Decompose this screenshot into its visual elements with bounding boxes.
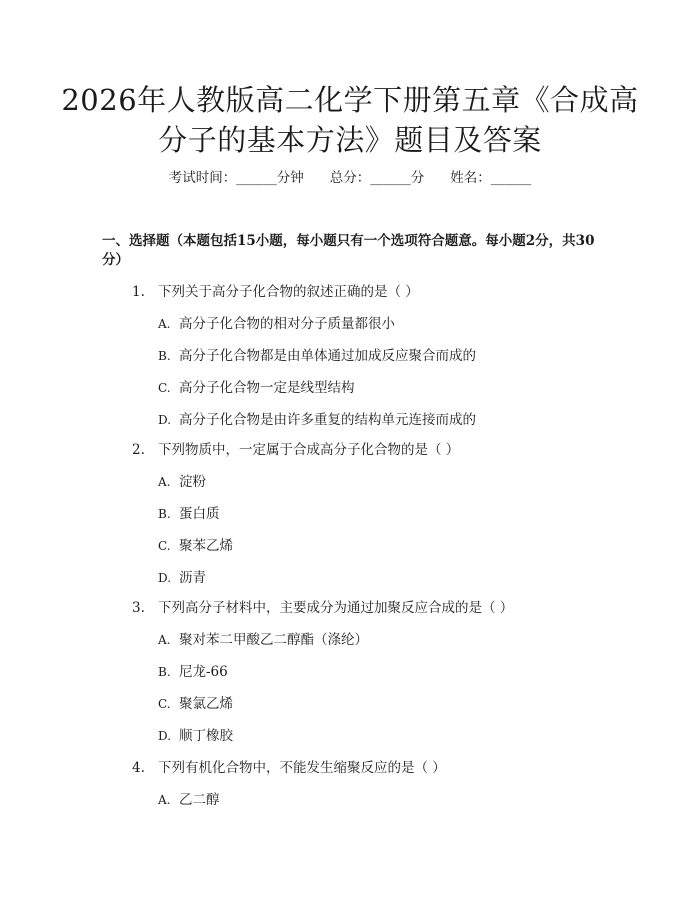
question-text: 下列物质中，一定属于合成高分子化合物的是（ ）: [158, 442, 460, 458]
option-letter: D.: [158, 729, 172, 743]
question-2-option-b: [158, 504, 220, 524]
question-2-option-c: [158, 536, 233, 556]
option-text: 高分子化合物一定是线型结构: [179, 380, 355, 396]
option-text: 聚对苯二甲酸乙二醇酯（涤纶）: [179, 632, 368, 648]
document-title: [60, 80, 640, 160]
option-letter: A.: [158, 793, 171, 807]
question-3-option-b: [158, 662, 228, 682]
question-number: 2.: [132, 442, 145, 458]
question-1-option-c: [158, 378, 355, 398]
question-1: [132, 282, 419, 302]
option-letter: B.: [158, 349, 171, 363]
option-text: 高分子化合物是由许多重复的结构单元连接而成的: [179, 412, 476, 428]
option-letter: D.: [158, 571, 172, 585]
option-text: 沥青: [179, 570, 206, 586]
question-2: [132, 440, 459, 460]
total-score: 总分：______分: [329, 170, 425, 186]
student-name: 姓名：______: [450, 170, 532, 186]
option-text: 高分子化合物都是由单体通过加成反应聚合而成的: [179, 348, 476, 364]
section-heading: 一、选择题（本题包括15小题，每小题只有一个选项符合题意。每小题2分，共30分）: [102, 233, 595, 268]
option-text: 乙二醇: [179, 792, 220, 808]
question-text: 下列高分子材料中，主要成分为通过加聚反应合成的是（ ）: [158, 600, 514, 616]
question-1-option-d: [158, 410, 476, 430]
question-text: 下列有机化合物中，不能发生缩聚反应的是（ ）: [158, 760, 446, 776]
option-text: 聚氯乙烯: [179, 696, 233, 712]
option-text: 高分子化合物的相对分子质量都很小: [179, 316, 395, 332]
option-letter: D.: [158, 413, 172, 427]
option-text: 淀粉: [179, 474, 206, 490]
option-text: 尼龙-66: [179, 664, 228, 680]
question-1-option-b: [158, 346, 476, 366]
question-3: [132, 598, 513, 618]
option-text: 顺丁橡胶: [179, 728, 233, 744]
option-letter: A.: [158, 317, 171, 331]
question-1-option-a: [158, 314, 395, 334]
option-letter: C.: [158, 381, 171, 395]
question-number: 1.: [132, 284, 145, 300]
question-3-option-d: [158, 726, 233, 746]
question-number: 4.: [132, 760, 145, 776]
title-line-1: 2026年人教版高二化学下册第五章《合成高: [61, 83, 639, 117]
option-letter: A.: [158, 475, 171, 489]
question-2-option-a: [158, 472, 206, 492]
question-4-option-a: [158, 790, 220, 810]
question-4: [132, 758, 446, 778]
option-text: 蛋白质: [179, 506, 220, 522]
question-2-option-d: [158, 568, 206, 588]
option-letter: C.: [158, 697, 171, 711]
question-number: 3.: [132, 600, 145, 616]
option-letter: B.: [158, 507, 171, 521]
question-3-option-a: [158, 630, 368, 650]
option-text: 聚苯乙烯: [179, 538, 233, 554]
question-3-option-c: [158, 694, 233, 714]
exam-meta: [0, 168, 700, 188]
option-letter: B.: [158, 665, 171, 679]
question-text: 下列关于高分子化合物的叙述正确的是（ ）: [158, 284, 419, 300]
option-letter: A.: [158, 633, 171, 647]
option-letter: C.: [158, 539, 171, 553]
title-line-2: 分子的基本方法》题目及答案: [158, 123, 542, 157]
exam-time: 考试时间：______分钟: [168, 170, 304, 186]
